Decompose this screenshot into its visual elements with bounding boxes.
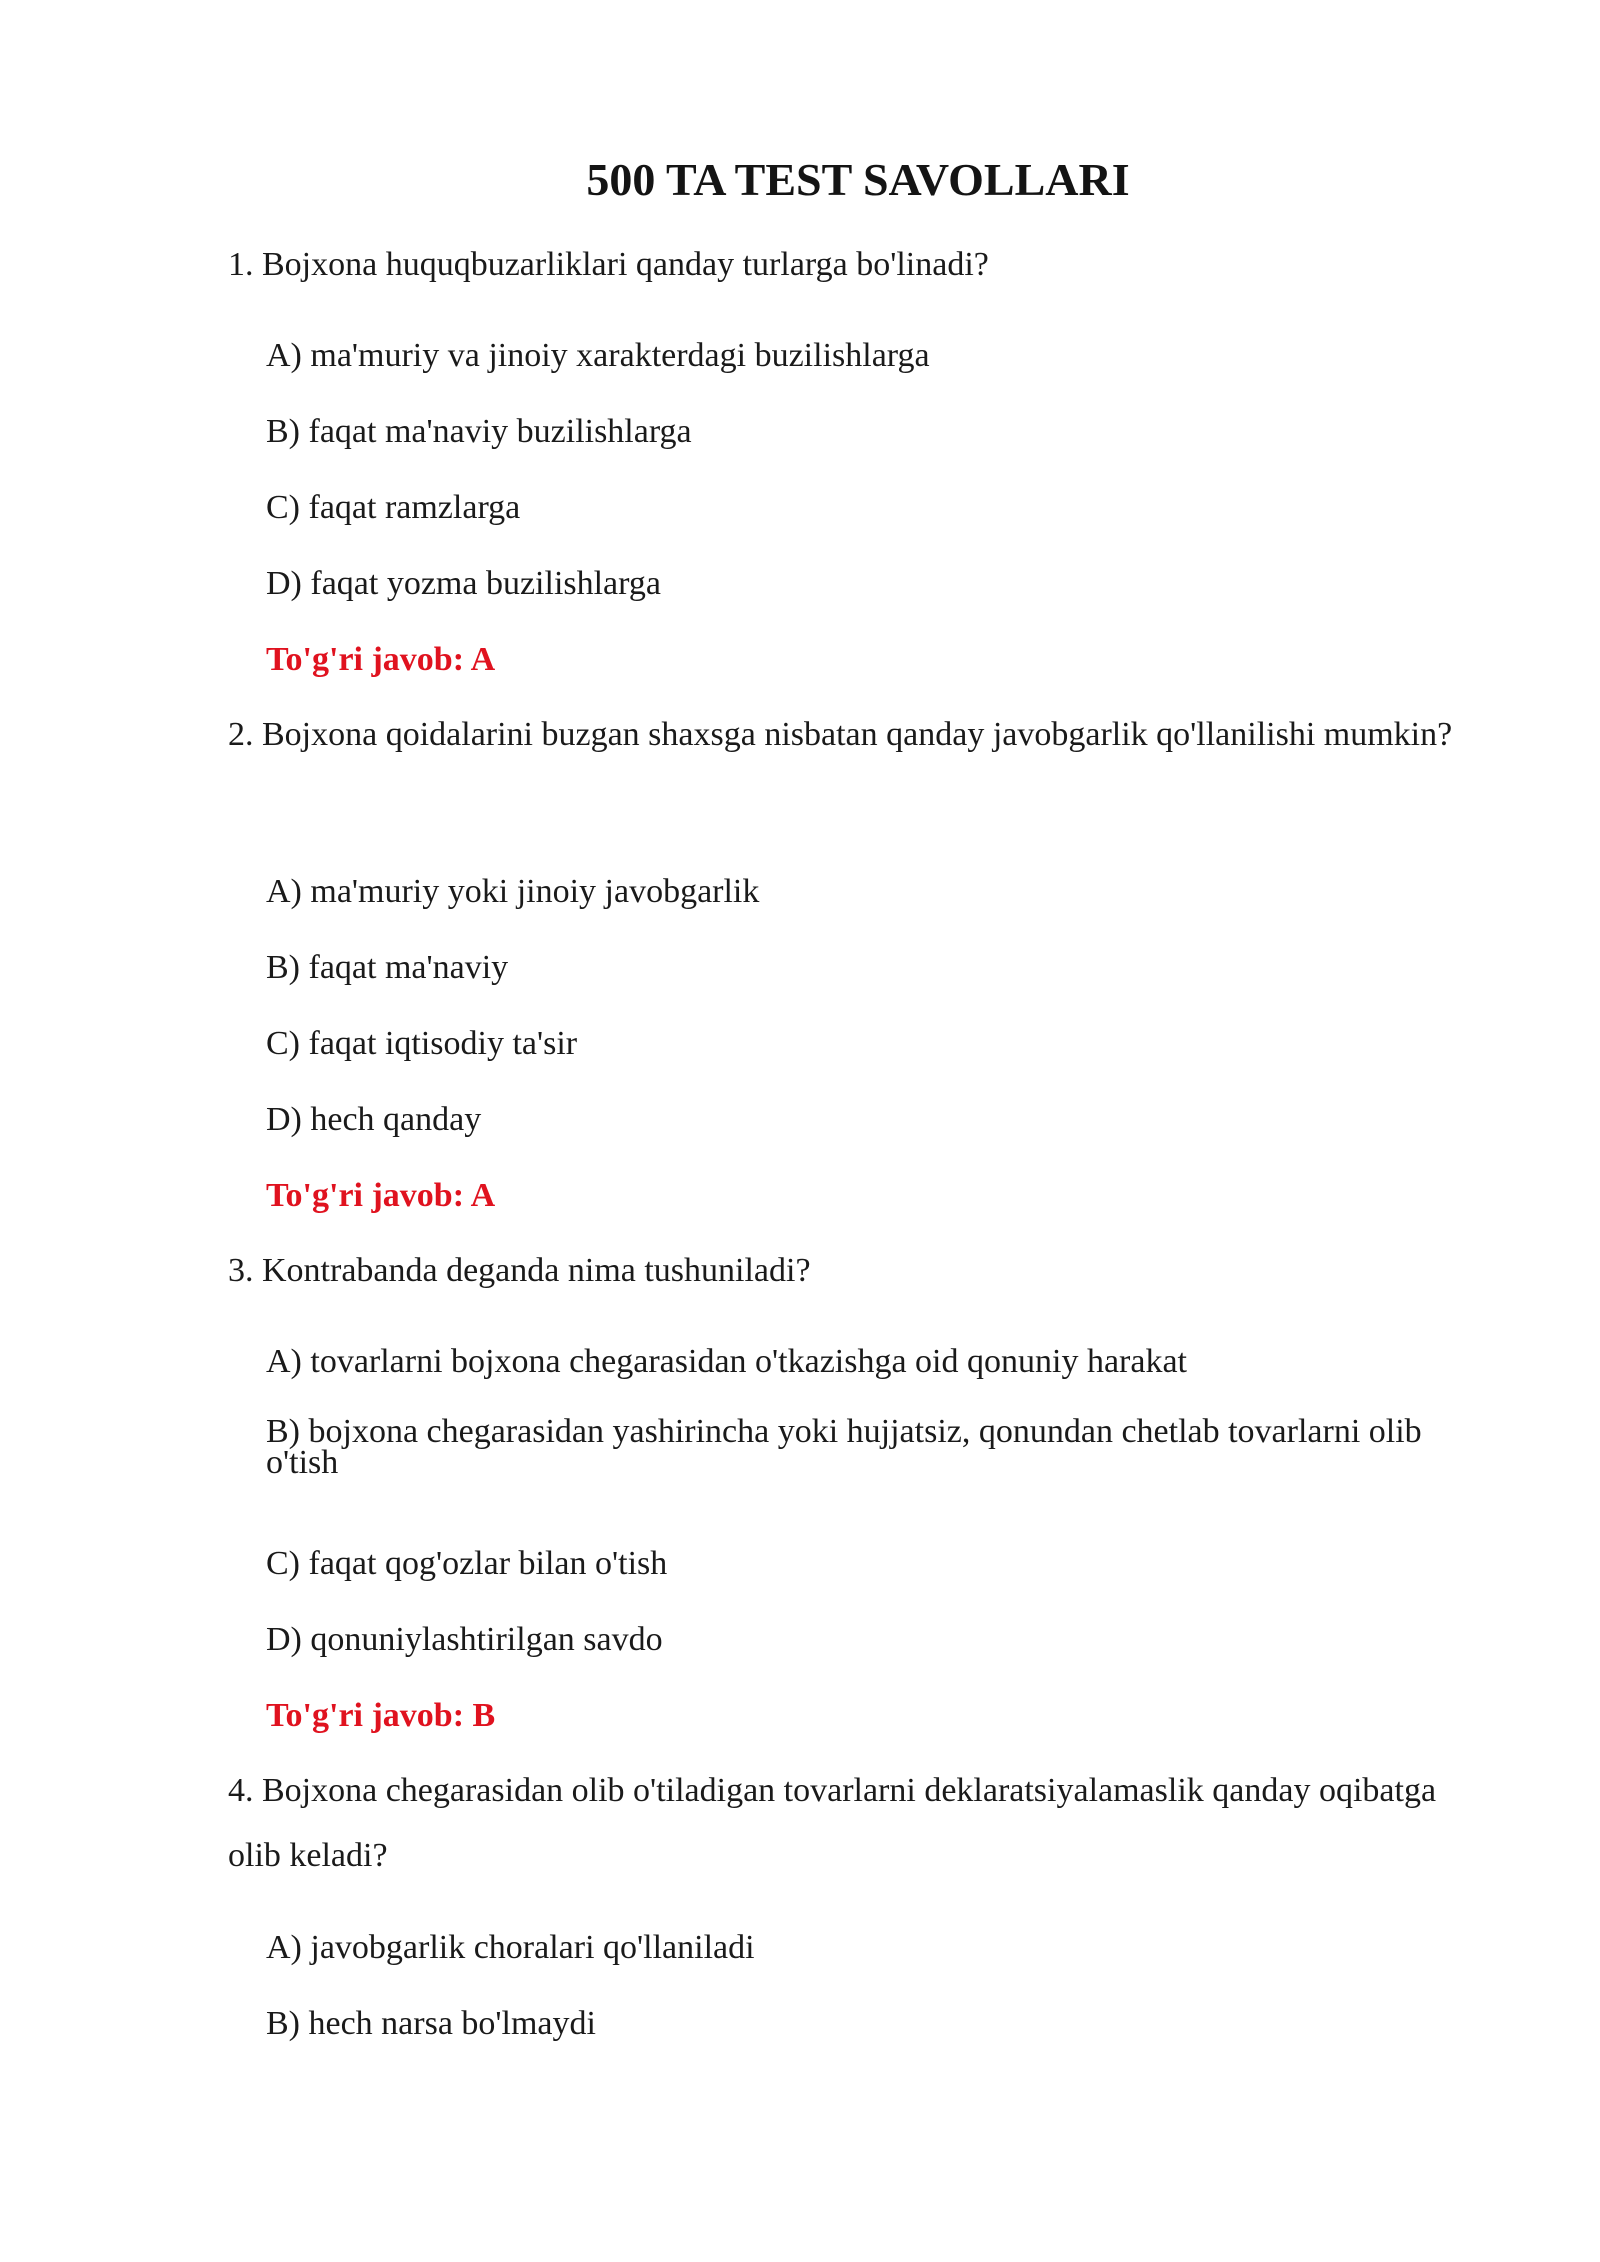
question-3-correct-answer: To'g'ri javob: B — [266, 1697, 496, 1734]
question-2-correct-answer: To'g'ri javob: A — [266, 1177, 496, 1214]
question-2-option-b: B) faqat ma'naviy — [266, 949, 509, 986]
question-3-option-a: A) tovarlarni bojxona chegarasidan o'tkazishga oid qonuniy harakat — [266, 1343, 1187, 1380]
question-1-correct-answer: To'g'ri javob: A — [266, 641, 496, 678]
question-1-option-a: A) ma'muriy va jinoiy xarakterdagi buzilishlarga — [266, 337, 930, 374]
question-2-option-d: D) hech qanday — [266, 1101, 482, 1138]
question-1-option-c: C) faqat ramzlarga — [266, 489, 521, 526]
document-title: 500 TA TEST SAVOLLARI — [586, 154, 1130, 205]
question-1-text: 1. Bojxona huquqbuzarliklari qanday turlarga bo'linadi? — [228, 246, 989, 283]
question-1-option-b: B) faqat ma'naviy buzilishlarga — [266, 413, 692, 450]
question-4-option-b: B) hech narsa bo'lmaydi — [266, 2005, 596, 2042]
question-2-option-a: A) ma'muriy yoki jinoiy javobgarlik — [266, 873, 760, 910]
question-3-text: 3. Kontrabanda deganda nima tushuniladi? — [228, 1252, 811, 1289]
question-4-text: 4. Bojxona chegarasidan olib o'tiladigan tovarlarni deklaratsiyalamaslik qanday oqibatga olib keladi? — [228, 1772, 1437, 1874]
question-2-option-c: C) faqat iqtisodiy ta'sir — [266, 1025, 578, 1062]
question-4-option-a: A) javobgarlik choralari qo'llaniladi — [266, 1929, 755, 1966]
question-2-text: 2. Bojxona qoidalarini buzgan shaxsga nisbatan qanday javobgarlik qo'llanilishi mumkin? — [228, 716, 1453, 753]
question-3-option-d: D) qonuniylashtirilgan savdo — [266, 1621, 663, 1658]
question-3-option-c: C) faqat qog'ozlar bilan o'tish — [266, 1545, 668, 1582]
question-1-option-d: D) faqat yozma buzilishlarga — [266, 565, 661, 602]
question-3-option-b: B) bojxona chegarasidan yashirincha yoki hujjatsiz, qonundan chetlab tovarlarni olib o'tish — [266, 1413, 1422, 1481]
